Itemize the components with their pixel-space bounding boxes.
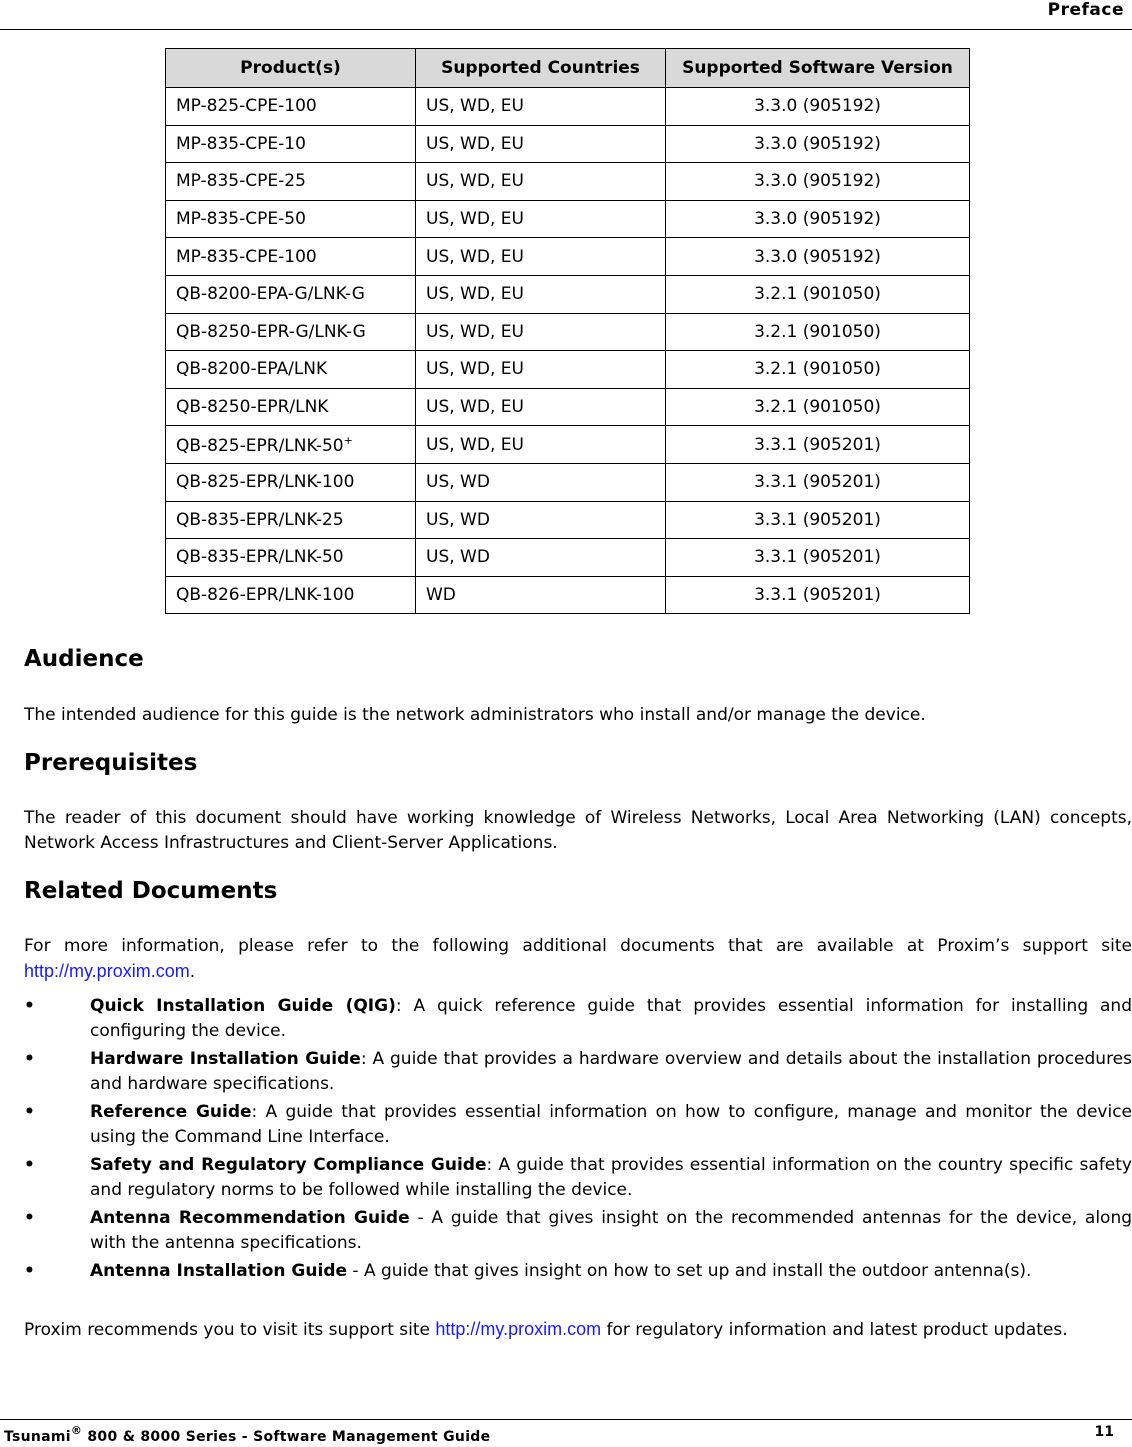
product-name: QB-835-EPR/LNK-25 — [176, 509, 344, 530]
product-cell — [166, 539, 416, 577]
countries-cell: US, WD, EU — [416, 313, 666, 351]
product-name: QB-826-EPR/LNK-100 — [176, 585, 355, 606]
product-cell — [166, 463, 416, 501]
product-cell — [166, 576, 416, 614]
footer-title-rest: 800 & 8000 Series - Software Management Guide — [82, 1429, 491, 1445]
product-cell — [166, 275, 416, 313]
bullet-icon: • — [24, 1155, 35, 1175]
list-item — [24, 1153, 1132, 1203]
countries-cell: US, WD, EU — [416, 275, 666, 313]
version-cell: 3.2.1 (901050) — [666, 388, 970, 426]
product-cell — [166, 426, 416, 464]
product-cell — [166, 388, 416, 426]
countries-cell: US, WD — [416, 501, 666, 539]
table-row — [166, 88, 970, 126]
product-name: QB-835-EPR/LNK-50 — [176, 547, 344, 568]
countries-cell: US, WD, EU — [416, 163, 666, 201]
table-row — [166, 238, 970, 276]
product-name: MP-825-CPE-100 — [176, 96, 317, 117]
table-row — [166, 463, 970, 501]
product-name: QB-8250-EPR/LNK — [176, 397, 329, 418]
version-cell: 3.3.0 (905192) — [666, 200, 970, 238]
table-header-row — [166, 49, 970, 88]
countries-cell: US, WD, EU — [416, 88, 666, 126]
supported-products-table — [165, 48, 970, 614]
document-title: Safety and Regulatory Compliance Guide — [90, 1155, 487, 1175]
table-row — [166, 426, 970, 464]
product-name: MP-835-CPE-25 — [176, 171, 306, 192]
version-cell: 3.2.1 (901050) — [666, 275, 970, 313]
bullet-icon: • — [24, 996, 35, 1016]
footer-product: Tsunami — [4, 1429, 71, 1445]
document-description: : A guide that provides essential information on how to configure, manage and monitor the device using the Command Line Interface. — [90, 1102, 1132, 1147]
document-title: Hardware Installation Guide — [90, 1049, 361, 1069]
version-cell: 3.3.1 (905201) — [666, 426, 970, 464]
product-name: QB-825-EPR/LNK-100 — [176, 472, 355, 493]
support-site-link[interactable]: http://my.proxim.com — [24, 961, 190, 981]
product-name: MP-835-CPE-10 — [176, 133, 306, 154]
countries-cell: US, WD, EU — [416, 238, 666, 276]
product-cell — [166, 200, 416, 238]
header-countries: Supported Countries — [416, 49, 666, 88]
product-name: QB-8200-EPA/LNK — [176, 359, 328, 380]
footer-page-number: 11 — [1094, 1424, 1114, 1440]
list-item — [24, 1100, 1132, 1150]
closing-text-pre: Proxim recommends you to visit its support site — [24, 1320, 436, 1340]
product-name: MP-835-CPE-50 — [176, 209, 306, 230]
prerequisites-heading: Prerequisites — [24, 750, 198, 776]
bullet-icon: • — [24, 1049, 35, 1069]
intro-text: For more information, please refer to the following additional documents that are available at Proxim’s support site — [24, 936, 1132, 956]
registered-mark: ® — [70, 1424, 83, 1437]
document-title: Antenna Installation Guide — [90, 1261, 348, 1281]
product-footnote-mark: + — [343, 433, 353, 447]
header-rule — [0, 29, 1132, 30]
table-row — [166, 163, 970, 201]
countries-cell: US, WD, EU — [416, 388, 666, 426]
intro-end: . — [189, 962, 196, 982]
product-cell — [166, 163, 416, 201]
table-row — [166, 125, 970, 163]
version-cell: 3.2.1 (901050) — [666, 313, 970, 351]
table-row — [166, 388, 970, 426]
version-cell: 3.3.1 (905201) — [666, 501, 970, 539]
table-row — [166, 539, 970, 577]
version-cell: 3.3.0 (905192) — [666, 125, 970, 163]
document-title: Reference Guide — [90, 1102, 252, 1122]
footer-document-title — [4, 1424, 490, 1445]
prerequisites-text: The reader of this document should have working knowledge of Wireless Networks, Local Area Networking (LAN) concepts, Network Access Infrastructures and Client-Server Applications. — [24, 808, 1132, 853]
list-item — [24, 1259, 1132, 1284]
countries-cell: US, WD, EU — [416, 426, 666, 464]
bullet-icon: • — [24, 1261, 35, 1281]
bullet-icon: • — [24, 1208, 35, 1228]
countries-cell: US, WD, EU — [416, 200, 666, 238]
document-description: - A guide that gives insight on how to set up and install the outdoor antenna(s). — [347, 1261, 1032, 1281]
support-site-link-closing[interactable]: http://my.proxim.com — [435, 1319, 602, 1339]
product-cell — [166, 351, 416, 389]
countries-cell: US, WD, EU — [416, 351, 666, 389]
document-description: : A guide that provides a hardware overview and details about the installation procedures and hardware specifications. — [90, 1049, 1132, 1094]
table-row — [166, 313, 970, 351]
version-cell: 3.3.1 (905201) — [666, 576, 970, 614]
countries-cell: US, WD, EU — [416, 125, 666, 163]
product-cell — [166, 125, 416, 163]
list-item — [24, 1206, 1132, 1256]
footer-rule — [0, 1419, 1132, 1420]
header-software-version: Supported Software Version — [666, 49, 970, 88]
related-documents-list — [24, 994, 1132, 1287]
product-name: QB-8200-EPA-G/LNK-G — [176, 284, 365, 305]
version-cell: 3.3.0 (905192) — [666, 163, 970, 201]
header-products: Product(s) — [166, 49, 416, 88]
list-item — [24, 994, 1132, 1044]
version-cell: 3.3.1 (905201) — [666, 539, 970, 577]
product-name: QB-825-EPR/LNK-50 — [176, 435, 344, 456]
document-title: Quick Installation Guide (QIG) — [90, 996, 396, 1016]
version-cell: 3.3.0 (905192) — [666, 238, 970, 276]
version-cell: 3.3.0 (905192) — [666, 88, 970, 126]
bullet-icon: • — [24, 1102, 35, 1122]
audience-text: The intended audience for this guide is the network administrators who install and/or manage the device. — [24, 705, 926, 725]
table-row — [166, 501, 970, 539]
list-item — [24, 1047, 1132, 1097]
product-cell — [166, 501, 416, 539]
countries-cell: WD — [416, 576, 666, 614]
audience-heading: Audience — [24, 646, 144, 672]
closing-text-post: for regulatory information and latest product updates. — [601, 1320, 1068, 1340]
product-cell — [166, 88, 416, 126]
table-row — [166, 200, 970, 238]
table-row — [166, 351, 970, 389]
product-cell — [166, 313, 416, 351]
version-cell: 3.2.1 (901050) — [666, 351, 970, 389]
countries-cell: US, WD — [416, 539, 666, 577]
product-name: QB-8250-EPR-G/LNK-G — [176, 321, 366, 342]
product-cell — [166, 238, 416, 276]
document-description: : A quick reference guide that provides essential information for installing and configuring the device. — [90, 996, 1132, 1041]
countries-cell: US, WD — [416, 463, 666, 501]
document-title: Antenna Recommendation Guide — [90, 1208, 410, 1228]
related-documents-intro — [24, 934, 1132, 985]
page-header-title: Preface — [1047, 0, 1124, 20]
related-documents-heading: Related Documents — [24, 878, 278, 904]
table-row — [166, 275, 970, 313]
closing-paragraph — [24, 1317, 1132, 1343]
product-name: MP-835-CPE-100 — [176, 246, 317, 267]
table-body — [166, 88, 970, 614]
document-description: : A guide that provides essential information on the country specific safety and regulatory norms to be followed while installing the device. — [90, 1155, 1132, 1200]
table-row — [166, 576, 970, 614]
document-description: - A guide that gives insight on the recommended antennas for the device, along with the antenna specifications. — [90, 1208, 1132, 1253]
version-cell: 3.3.1 (905201) — [666, 463, 970, 501]
